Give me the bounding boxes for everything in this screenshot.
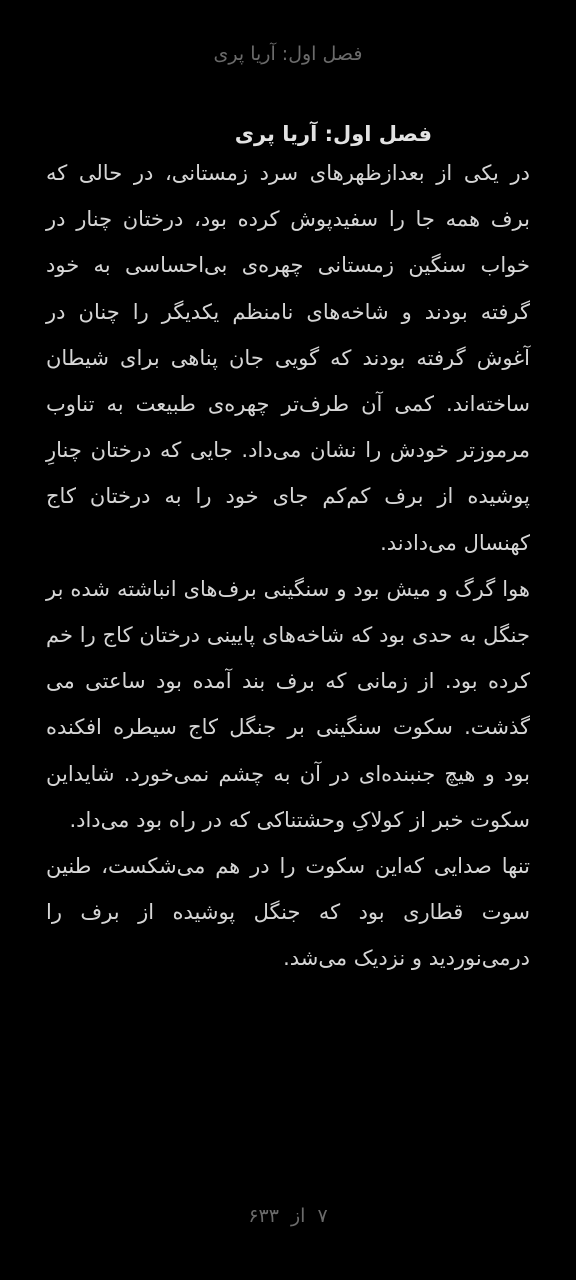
running-chapter-header: فصل اول: آریا پری bbox=[213, 43, 363, 65]
paragraph-1: در یکی از بعدازظهرهای سرد زمستانی، در حالی که برف همه جا را سفیدپوش کرده بود، درختان چنار در خواب سنگین زمستانی چهره‌ی بی‌احساسی به خود گرفته بودند و شاخه‌های نامنظم یکدیگر را چنان در آغوش گرفته بودند که گویی جان پناهی برای شیطان ساخته‌اند. کمی آن طرف‌تر چهره‌ی طبیعت به تناوب مرموزتر خودش را نشان می‌داد. جایی که درختان چنارِ پوشیده از برف کم‌کم جای خود را به درختان کاج کهنسال می‌دادند. bbox=[46, 161, 530, 555]
total-pages-number: ۶۳۳ bbox=[248, 1205, 279, 1227]
paragraph-2: هوا گرگ و میش بود و سنگینی برف‌های انباشته شده بر جنگل به حدی بود که شاخه‌های پایینی درختان کاج را خم کرده بود. از زمانی که برف بند آمده بود ساعتی می گذشت. سکوت سنگینی بر جنگل کاج سیطره افکنده بود و هیچ جنبنده‌ای در آن به چشم نمی‌خورد. شایداین سکوت خبر از کولاکِ وحشتناکی که در راه بود می‌داد. bbox=[46, 576, 530, 832]
page-indicator bbox=[0, 1202, 576, 1230]
page-of-label: از bbox=[290, 1205, 306, 1227]
current-page-number: ۷ bbox=[317, 1205, 328, 1227]
paragraph-3: تنها صدایی که‌این سکوت را در هم می‌شکست، طنین سوت قطاری بود که جنگل پوشیده از برف را درمی‌نوردید و نزدیک می‌شد. bbox=[46, 854, 530, 971]
page-text-body bbox=[46, 118, 530, 982]
chapter-title: فصل اول: آریا پری bbox=[234, 122, 432, 146]
